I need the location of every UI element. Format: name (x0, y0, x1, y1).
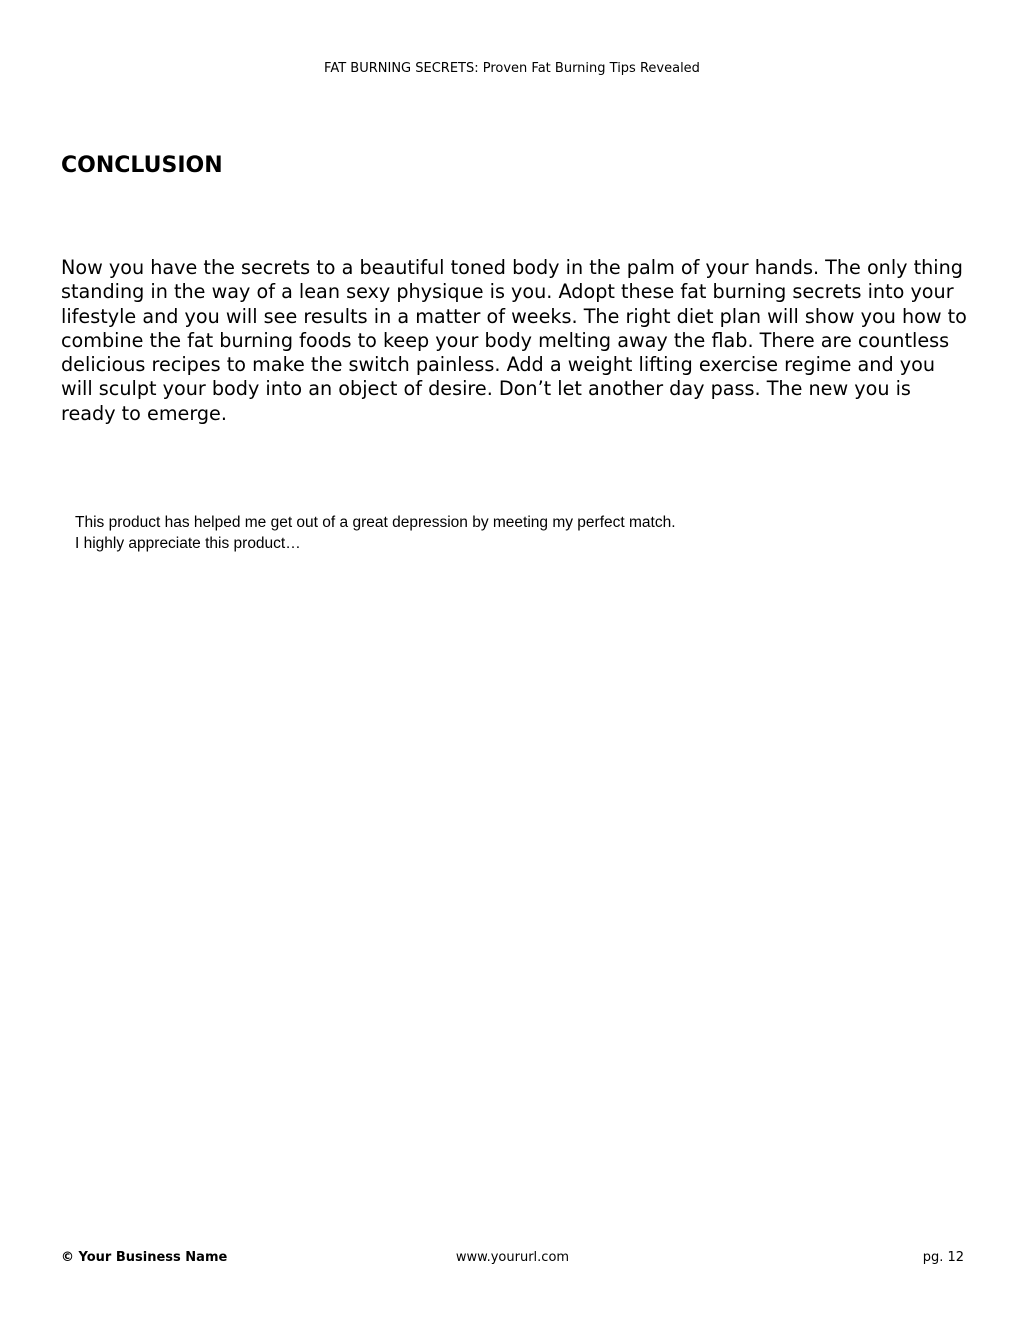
testimonial-line: This product has helped me get out of a great depression by meeting my perfect match. (75, 514, 676, 531)
page-footer (61, 1249, 964, 1267)
testimonial (75, 512, 875, 554)
footer-copyright: © Your Business Name (61, 1250, 228, 1265)
page-header: FAT BURNING SECRETS: Proven Fat Burning Tips Revealed (324, 61, 700, 76)
footer-url: www.yoururl.com (455, 1250, 570, 1265)
testimonial-line: I highly appreciate this product… (75, 535, 301, 552)
page-number: pg. 12 (922, 1250, 964, 1265)
conclusion-paragraph: Now you have the secrets to a beautiful toned body in the palm of your hands. The only thing standing in the way of a lean sexy physique is you. Adopt these fat burning secrets into your lifestyle and you will see results in a matter of weeks. The right diet plan will show you how to combine the fat burning foods to keep your body melting away the flab. There are countless delicious recipes to make the switch painless. Add a weight lifting exercise regime and you will sculpt your body into an object of desire. Don’t let another day pass. The new you is ready to emerge. (61, 256, 967, 425)
section-title: CONCLUSION (61, 153, 223, 178)
